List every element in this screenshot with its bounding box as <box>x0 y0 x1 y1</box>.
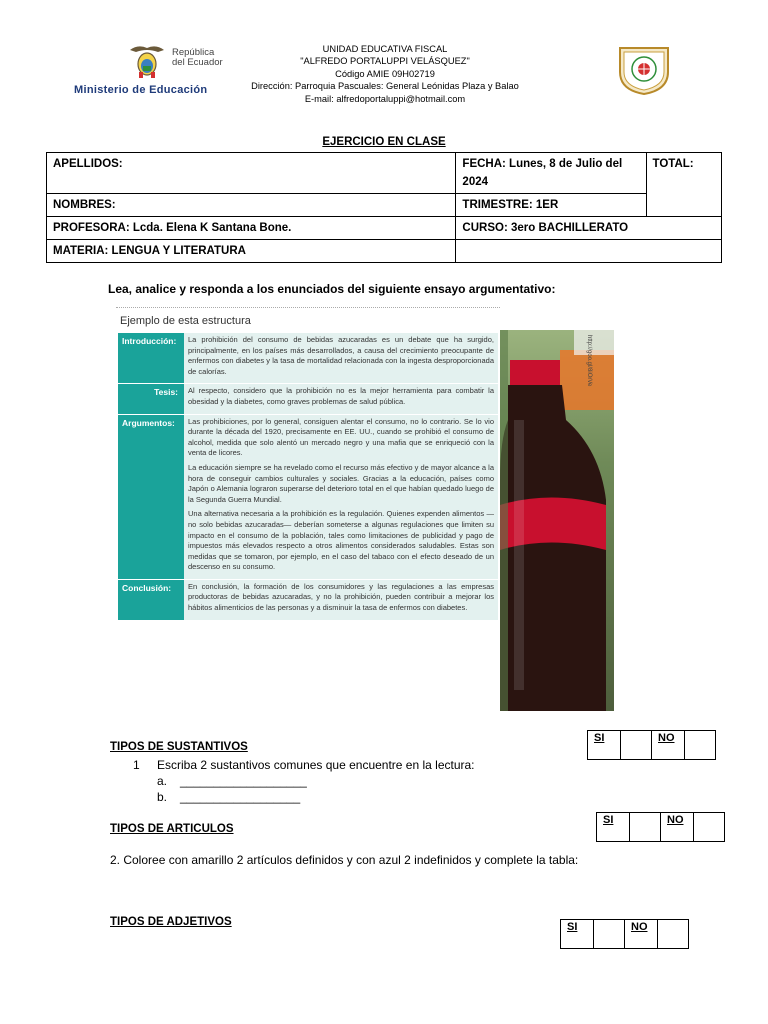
school-line: "ALFREDO PORTALUPPI VELÁSQUEZ" <box>300 56 470 67</box>
row-text: En conclusión, la formación de los consumidores y las regulaciones a las empresas productoras de bebidas azucaradas, y no la prohibición, pueden contribuir a mejorar los hábitos alimenticios de las personas y a disminuir la tasa de enfermos con diabetes. <box>188 581 494 613</box>
si-no-table-sustantivos <box>587 730 716 760</box>
no-label: NO <box>661 813 694 842</box>
nombres-field[interactable]: NOMBRES: <box>47 194 456 217</box>
row-text: Las prohibiciones, por lo general, consiguen alentar el consumo, no lo contrario. Se lo vio durante la década del 1920, precisamente en EE. UU., cuando se prohibió el consumo de alcohol, medida que solo alentó un mercado negro y una mafia que se enriqueció con la venta de licores. <box>188 416 494 458</box>
question-2-text: 2. Coloree con amarillo 2 artículos definidos y con azul 2 indefinidos y complete la tabla: <box>110 853 579 867</box>
row-text: Al respecto, considero que la prohibición no es la mejor herramienta para combatir la obesidad y la diabetes, como graves problemas de salud pública. <box>188 386 494 406</box>
ministry-name: Ministerio de Educación <box>74 84 208 96</box>
si-checkbox[interactable] <box>594 920 625 949</box>
section-title-adjetivos: TIPOS DE ADJETIVOS <box>110 916 232 928</box>
row-label: Tesis: <box>118 384 184 413</box>
empty-cell <box>456 240 722 263</box>
essay-row-tesis <box>118 384 498 414</box>
school-line: UNIDAD EDUCATIVA FISCAL <box>322 44 448 54</box>
row-label: Argumentos: <box>118 415 184 579</box>
student-info-table <box>46 152 722 263</box>
no-label: NO <box>652 731 685 760</box>
ecuador-coat-of-arms-icon <box>128 42 166 80</box>
fecha-cell: FECHA: Lunes, 8 de Julio del 2024 <box>456 153 646 194</box>
materia-cell: MATERIA: LENGUA Y LITERATURA <box>47 240 456 263</box>
essay-row-argumentos <box>118 415 498 580</box>
row-label: Conclusión: <box>118 580 184 620</box>
profesora-cell: PROFESORA: Lcda. Elena K Santana Bone. <box>47 217 456 240</box>
exercise-title: EJERCICIO EN CLASE <box>322 136 446 148</box>
ministry-country-label: República del Ecuador <box>172 47 223 68</box>
si-checkbox[interactable] <box>621 731 652 760</box>
question-1-number: 1 <box>133 758 140 772</box>
no-checkbox[interactable] <box>694 813 725 842</box>
school-info <box>240 43 530 105</box>
curso-cell: CURSO: 3ero BACHILLERATO <box>456 217 722 240</box>
image-source-url: http://goo.gl/8iOrVe <box>586 335 592 387</box>
essay-row-conclusion <box>118 580 498 621</box>
no-checkbox[interactable] <box>658 920 689 949</box>
question-1-text: Escriba 2 sustantivos comunes que encuentre en la lectura: <box>157 758 475 772</box>
no-label: NO <box>625 920 658 949</box>
soda-bottle-photo <box>500 330 614 711</box>
divider <box>116 307 500 308</box>
school-crest-icon <box>616 42 672 96</box>
si-checkbox[interactable] <box>630 813 661 842</box>
no-checkbox[interactable] <box>685 731 716 760</box>
trimestre-cell: TRIMESTRE: 1ER <box>456 194 646 217</box>
row-text: La educación siempre se ha revelado como el recurso más efectivo y de mayor alcance a la hora de conseguir cambios culturales y sociales. Gracias a la educación, países como Japón o Alemania lograron superarse del deterioro total en el que habían quedado luego de la Segunda Guerra Mundial. <box>188 462 494 504</box>
apellidos-field[interactable]: APELLIDOS: <box>47 153 456 194</box>
argumentative-essay-figure <box>116 305 614 711</box>
row-text: La prohibición del consumo de bebidas azucaradas es un debate que ha surgido, principalmente, en los países más desarrollados, a causa del crecimiento preocupante de enfermos con diabetes y la tasa de mortalidad relacionada con la ingesta desproporcionada de calorías. <box>188 335 494 376</box>
section-title-articulos: TIPOS DE ARTICULOS <box>110 823 234 835</box>
row-text: Una alternativa necesaria a la prohibición es la regulación. Quienes expenden alimentos —no solo bebidas azucaradas— deberían someterse a algunas regulaciones que limiten su impacto en el consumo de la población, tales como limitaciones de publicidad y pago de impuestos más elevados respecto a otros alimentos considerados saludables. Estas son medidas que se tomaron, por ejemplo, en el caso del tabaco con el efecto deseado de un descenso en su consumo. <box>188 509 494 572</box>
ministry-logo <box>72 42 232 100</box>
school-line: E-mail: alfredoportaluppi@hotmail.com <box>304 93 466 104</box>
answer-a-label: a. <box>157 774 168 788</box>
school-line: Dirección: Parroquia Pascuales: General Leónidas Plaza y Balao <box>251 81 519 92</box>
school-line: Código AMIE 09H02719 <box>335 68 435 79</box>
si-no-table-articulos <box>596 812 725 842</box>
si-label: SI <box>597 813 630 842</box>
answer-b-label: b. <box>157 790 168 804</box>
answer-b-blank[interactable]: __________________ <box>180 790 301 804</box>
soda-bottle-icon <box>500 330 614 711</box>
si-no-table-adjetivos <box>560 919 689 949</box>
reading-instruction: Lea, analice y responda a los enunciados del siguiente ensayo argumentativo: <box>108 282 556 296</box>
figure-heading: Ejemplo de esta estructura <box>120 315 251 327</box>
section-title-sustantivos: TIPOS DE SUSTANTIVOS <box>110 741 248 753</box>
row-label: Introducción: <box>118 333 184 383</box>
answer-a-blank[interactable]: ___________________ <box>180 774 307 788</box>
total-field[interactable]: TOTAL: <box>646 153 721 217</box>
si-label: SI <box>561 920 594 949</box>
essay-row-introduccion <box>118 333 498 384</box>
si-label: SI <box>588 731 621 760</box>
